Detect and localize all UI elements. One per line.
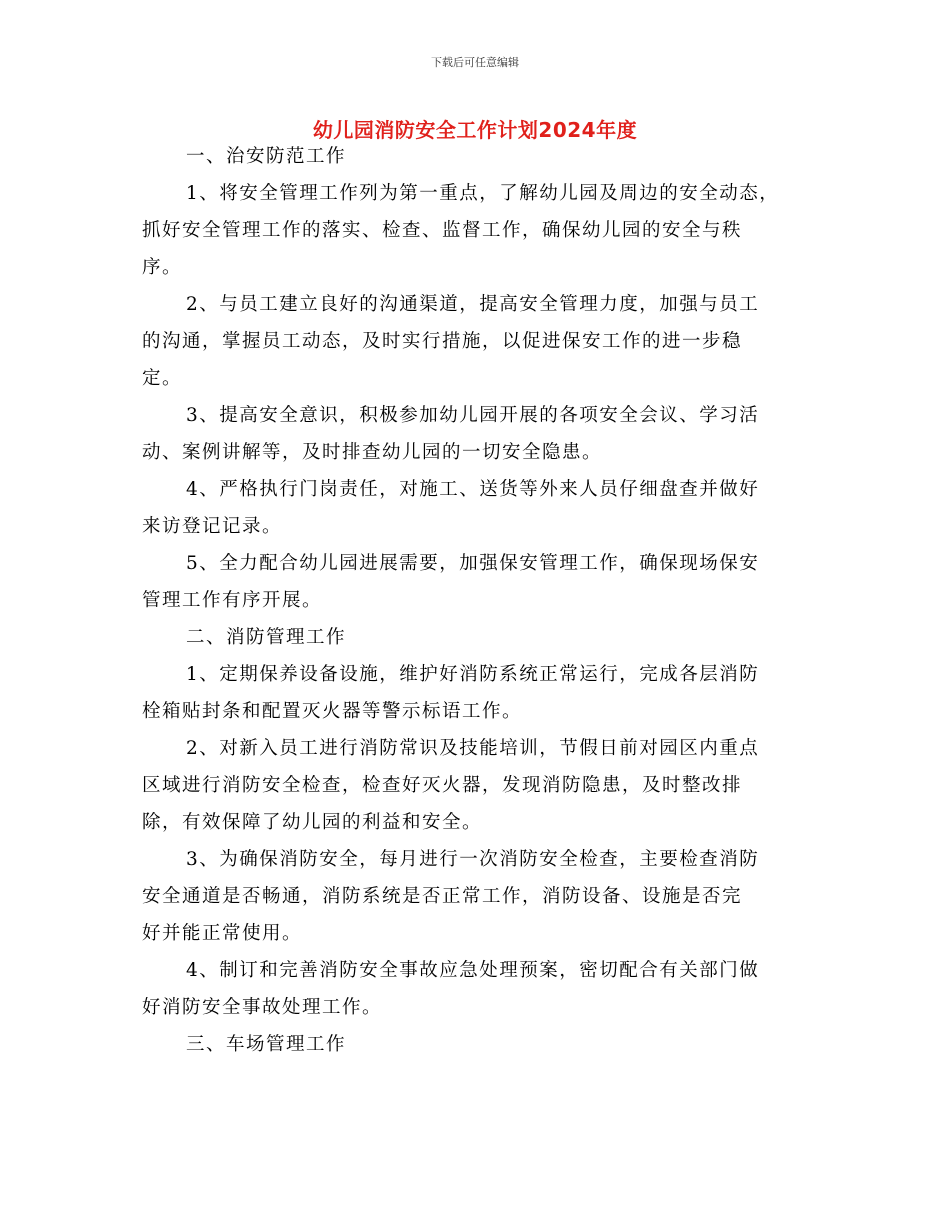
text-line: 1、将安全管理工作列为第一重点，了解幼儿园及周边的安全动态， <box>186 183 780 204</box>
document-title: 幼儿园消防安全工作计划2024年度 <box>312 118 638 142</box>
text-line: 2、对新入员工进行消防常识及技能培训，节假日前对园区内重点 <box>186 738 760 759</box>
text-line: 1、定期保养设备设施，维护好消防系统正常运行，完成各层消防 <box>186 664 760 685</box>
text-line: 序。 <box>142 257 183 278</box>
text-line: 的沟通，掌握员工动态，及时实行措施，以促进保安工作的进一步稳 <box>142 331 743 352</box>
text-line: 5、全力配合幼儿园进展需要，加强保安管理工作，确保现场保安 <box>186 553 760 574</box>
text-line: 好并能正常使用。 <box>142 923 303 944</box>
text-line: 抓好安全管理工作的落实、检查、监督工作，确保幼儿园的安全与秩 <box>142 220 743 241</box>
text-line: 4、制订和完善消防安全事故应急处理预案，密切配合有关部门做 <box>186 960 760 981</box>
text-line: 三、车场管理工作 <box>186 1034 347 1055</box>
text-line: 区域进行消防安全检查，检查好灭火器，发现消防隐患，及时整改排 <box>142 775 743 796</box>
text-line: 安全通道是否畅通，消防系统是否正常工作，消防设备、设施是否完 <box>142 886 743 907</box>
text-line: 2、与员工建立良好的沟通渠道，提高安全管理力度，加强与员工 <box>186 294 760 315</box>
text-line: 来访登记记录。 <box>142 516 283 537</box>
text-line: 二、消防管理工作 <box>186 627 347 648</box>
page-header-note: 下载后可任意编辑 <box>431 56 519 69</box>
text-line: 动、案例讲解等，及时排查幼儿园的一切安全隐患。 <box>142 442 603 463</box>
text-line: 好消防安全事故处理工作。 <box>142 997 383 1018</box>
text-line: 定。 <box>142 368 183 389</box>
text-line: 4、严格执行门岗责任，对施工、送货等外来人员仔细盘查并做好 <box>186 479 760 500</box>
document-body <box>142 138 818 1063</box>
text-line: 3、为确保消防安全，每月进行一次消防安全检查，主要检查消防 <box>186 849 760 870</box>
text-line: 栓箱贴封条和配置灭火器等警示标语工作。 <box>142 701 523 722</box>
text-line: 一、治安防范工作 <box>186 146 347 167</box>
text-line: 管理工作有序开展。 <box>142 590 323 611</box>
text-line: 3、提高安全意识，积极参加幼儿园开展的各项安全会议、学习活 <box>186 405 760 426</box>
text-line: 除，有效保障了幼儿园的利益和安全。 <box>142 812 483 833</box>
